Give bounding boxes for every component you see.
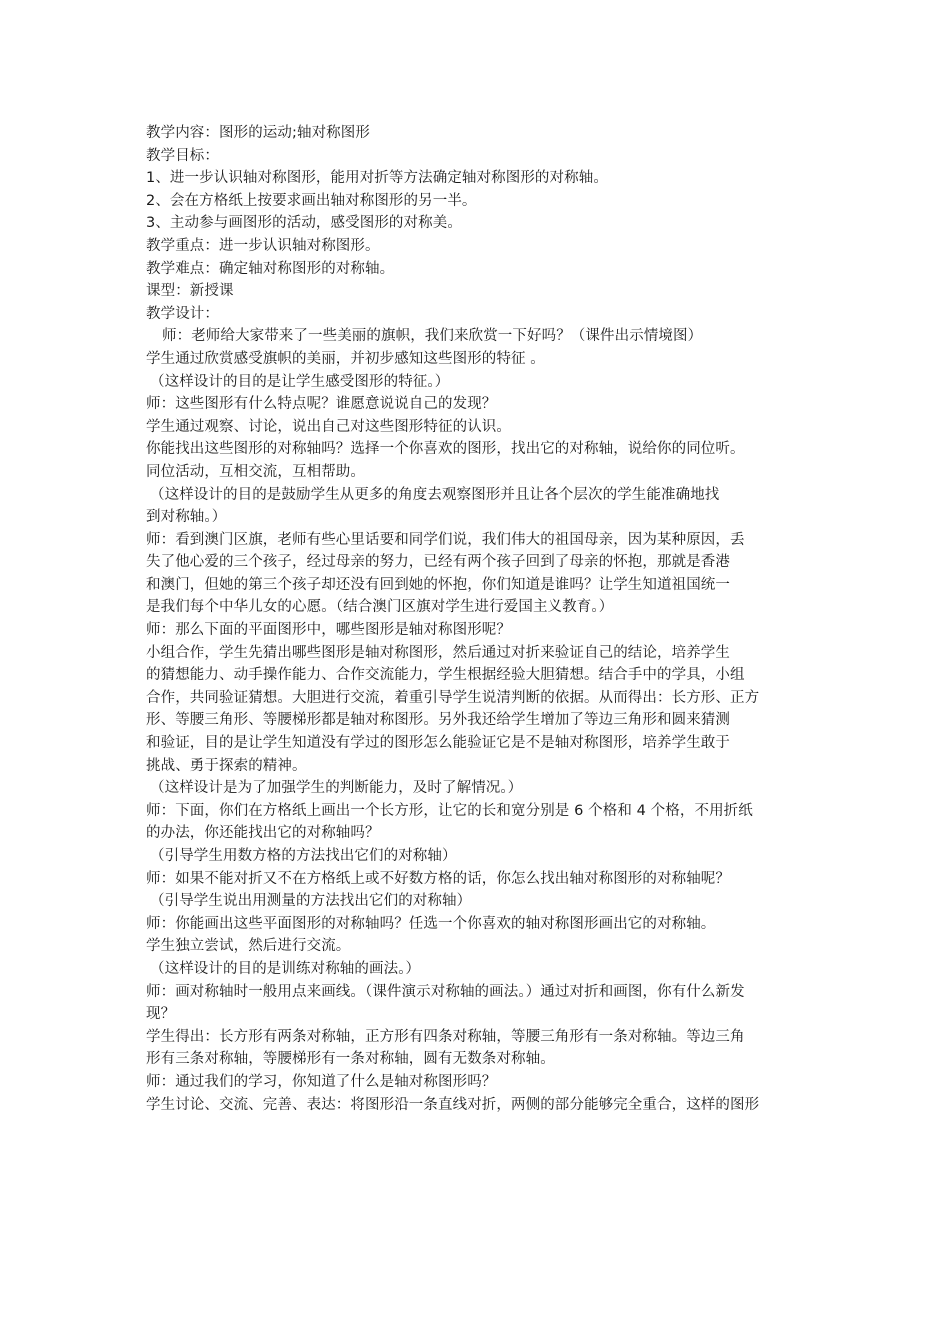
paragraph-line: （这样设计的目的是让学生感受图形的特征。） bbox=[150, 373, 450, 390]
paragraph-line: 师：这些图形有什么特点呢？谁愿意说说自己的发现？ bbox=[146, 396, 497, 413]
paragraph-line: 师：下面，你们在方格纸上画出一个长方形，让它的长和宽分别是 6 个格和 4 个格，不用折纸 bbox=[146, 802, 753, 819]
objective-item: 2、会在方格纸上按要求画出轴对称图形的另一半。 bbox=[146, 192, 477, 209]
paragraph-line: 师：如果不能对折又不在方格纸上或不好数方格的话，你怎么找出轴对称图形的对称轴呢？ bbox=[146, 870, 730, 887]
paragraph-line: 到对称轴。） bbox=[146, 509, 227, 526]
paragraph-line: 是我们每个中华儿女的心愿。（结合澳门区旗对学生进行爱国主义教育。） bbox=[146, 599, 614, 616]
paragraph-line: （这样设计的目的是训练对称轴的画法。） bbox=[150, 960, 421, 977]
paragraph-line: 同位活动，互相交流，互相帮助。 bbox=[146, 463, 365, 480]
paragraph-line: 学生得出：长方形有两条对称轴，正方形有四条对称轴，等腰三角形有一条对称轴。等边三角 bbox=[146, 1028, 745, 1045]
paragraph-line: （引导学生说出用测量的方法找出它们的对称轴） bbox=[150, 893, 472, 910]
paragraph-line: 学生通过观察、讨论，说出自己对这些图形特征的认识。 bbox=[146, 418, 511, 435]
objectives-heading: 教学目标： bbox=[146, 147, 219, 164]
paragraph-line: 和澳门，但她的第三个孩子却还没有回到她的怀抱，你们知道是谁吗？让学生知道祖国统一 bbox=[146, 576, 730, 593]
paragraph-line: 形、等腰三角形、等腰梯形都是轴对称图形。另外我还给学生增加了等边三角形和圆来猜测 bbox=[146, 712, 730, 729]
paragraph-line: 失了他心爱的三个孩子，经过母亲的努力，已经有两个孩子回到了母亲的怀抱，那就是香港 bbox=[146, 554, 730, 571]
difficulty-line: 教学难点：确定轴对称图形的对称轴。 bbox=[146, 260, 395, 277]
paragraph-line: （这样设计是为了加强学生的判断能力，及时了解情况。） bbox=[150, 780, 523, 797]
lesson-type-line: 课型：新授课 bbox=[146, 283, 234, 300]
paragraph-line: 师：通过我们的学习，你知道了什么是轴对称图形吗？ bbox=[146, 1073, 497, 1090]
paragraph-line: 现？ bbox=[146, 1006, 176, 1023]
objective-item: 3、主动参与画图形的活动，感受图形的对称美。 bbox=[146, 215, 462, 232]
paragraph-line: 学生讨论、交流、完善、表达：将图形沿一条直线对折，两侧的部分能够完全重合，这样的图形 bbox=[146, 1096, 760, 1113]
paragraph-line: （引导学生用数方格的方法找出它们的对称轴） bbox=[150, 848, 457, 864]
paragraph-line: 和验证，目的是让学生知道没有学过的图形怎么能验证它是不是轴对称图形，培养学生敢于 bbox=[146, 735, 730, 752]
paragraph-line: 小组合作，学生先猜出哪些图形是轴对称图形，然后通过对折来验证自己的结论，培养学生 bbox=[146, 644, 730, 661]
document-body bbox=[146, 122, 836, 1116]
paragraph-line: 师：看到澳门区旗，老师有些心里话要和同学们说，我们伟大的祖国母亲，因为某种原因，丢 bbox=[146, 531, 745, 548]
paragraph-line: 师：画对称轴时一般用点来画线。（课件演示对称轴的画法。）通过对折和画图，你有什么新发 bbox=[146, 983, 745, 1000]
paragraph-line: 的猜想能力、动手操作能力、合作交流能力，学生根据经验大胆猜想。结合手中的学具，小组 bbox=[146, 667, 745, 684]
content-line: 教学内容：图形的运动;轴对称图形 bbox=[146, 125, 370, 141]
paragraph-line: 你能找出这些图形的对称轴吗？选择一个你喜欢的图形，找出它的对称轴，说给你的同位听。 bbox=[146, 441, 745, 458]
design-heading: 教学设计： bbox=[146, 305, 219, 322]
objective-item: 1、进一步认识轴对称图形，能用对折等方法确定轴对称图形的对称轴。 bbox=[146, 170, 608, 187]
paragraph-line: 挑战、勇于探索的精神。 bbox=[146, 757, 307, 774]
paragraph-line: 形有三条对称轴，等腰梯形有一条对称轴，圆有无数条对称轴。 bbox=[146, 1051, 555, 1068]
paragraph-line: 师：你能画出这些平面图形的对称轴吗？任选一个你喜欢的轴对称图形画出它的对称轴。 bbox=[146, 915, 716, 932]
paragraph-line: （这样设计的目的是鼓励学生从更多的角度去观察图形并且让各个层次的学生能准确地找 bbox=[150, 486, 720, 503]
key-point-line: 教学重点：进一步认识轴对称图形。 bbox=[146, 237, 380, 254]
paragraph-line: 学生独立尝试，然后进行交流。 bbox=[146, 938, 351, 955]
paragraph-line: 师：老师给大家带来了一些美丽的旗帜，我们来欣赏一下好吗？（课件出示情境图） bbox=[162, 328, 703, 345]
paragraph-line: 学生通过欣赏感受旗帜的美丽，并初步感知这些图形的特征 。 bbox=[146, 350, 545, 367]
paragraph-line: 合作，共同验证猜想。大胆进行交流，着重引导学生说清判断的依据。从而得出：长方形、正方 bbox=[146, 689, 760, 706]
paragraph-line: 师：那么下面的平面图形中，哪些图形是轴对称图形呢？ bbox=[146, 622, 511, 639]
paragraph-line: 的办法，你还能找出它的对称轴吗？ bbox=[146, 825, 380, 842]
